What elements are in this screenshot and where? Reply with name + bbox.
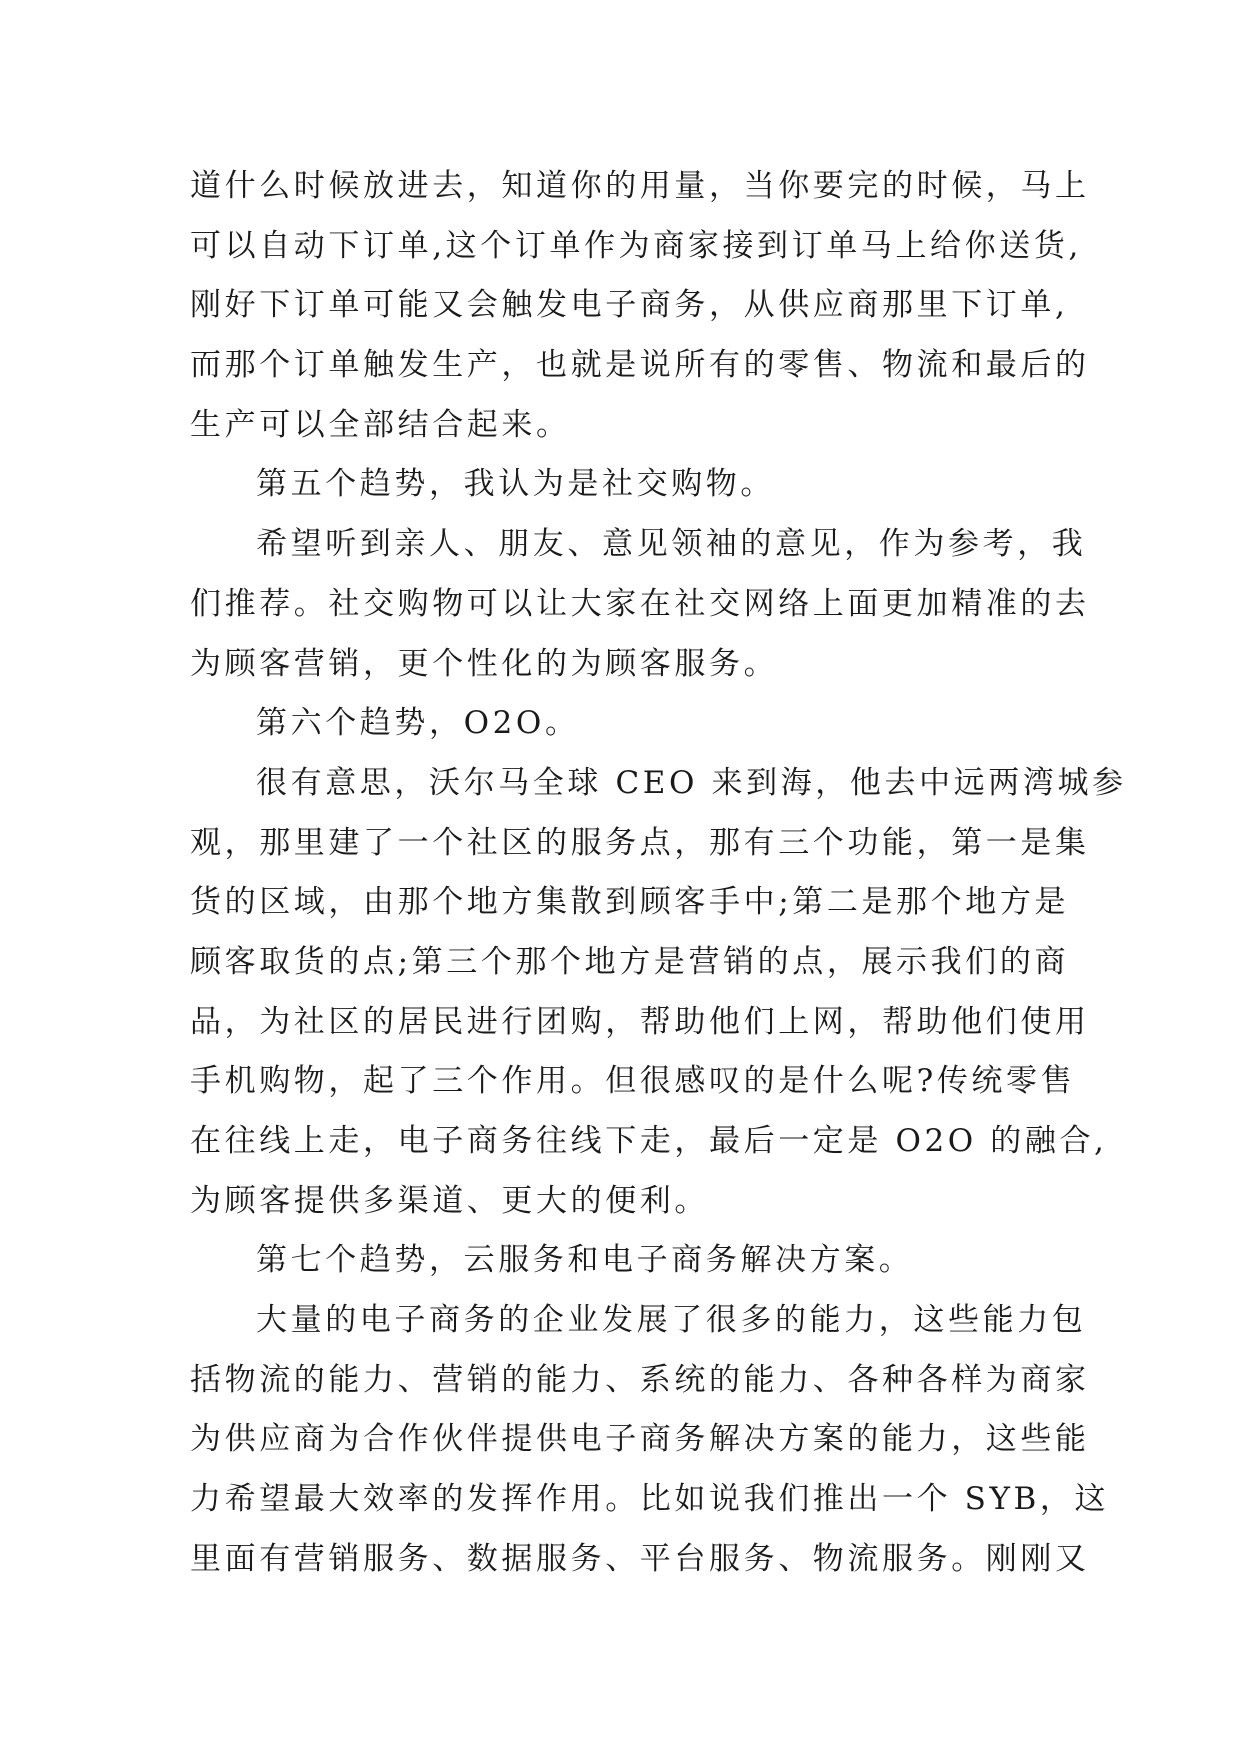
text-line: 们推荐。社交购物可以让大家在社交网络上面更加精准的去	[190, 585, 1090, 622]
document-body	[190, 157, 1127, 1590]
text-line: 为顾客营销，更个性化的为顾客服务。	[190, 645, 779, 682]
text-line: 道什么时候放进去，知道你的用量，当你要完的时候，马上	[190, 168, 1090, 204]
section-heading: 第七个趋势，云服务和电子商务解决方案。	[256, 1242, 914, 1279]
text-line: 观，那里建了一个社区的服务点，那有三个功能，第一是集	[190, 824, 1090, 861]
text-line: 货的区域，由那个地方集散到顾客手中;第二是那个地方是	[190, 884, 1070, 921]
text-line: 为供应商为合作伙伴提供电子商务解决方案的能力，这些能	[190, 1421, 1090, 1458]
text-line: 括物流的能力、营销的能力、系统的能力、各种各样为商家	[190, 1361, 1090, 1398]
text-line: 生产可以全部结合起来。	[190, 406, 571, 443]
text-line: 为顾客提供多渠道、更大的便利。	[190, 1182, 709, 1219]
section-heading: 第五个趋势，我认为是社交购物。	[256, 466, 775, 503]
text-line: 可以自动下订单,这个订单作为商家接到订单马上给你送货,	[190, 227, 1082, 264]
text-line: 而那个订单触发生产，也就是说所有的零售、物流和最后的	[190, 347, 1090, 384]
text-line: 里面有营销服务、数据服务、平台服务、物流服务。刚刚又	[190, 1540, 1090, 1577]
text-line: 在往线上走，电子商务往线下走，最后一定是 O2O 的融合,	[190, 1123, 1108, 1159]
text-line: 品，为社区的居民进行团购，帮助他们上网，帮助他们使用	[190, 1003, 1090, 1040]
section-heading: 第六个趋势，O2O。	[256, 705, 580, 742]
text-line: 刚好下订单可能又会触发电子商务，从供应商那里下订单,	[190, 287, 1069, 324]
paragraph-start: 很有意思，沃尔马全球 CEO 来到海，他去中远两湾城参	[256, 764, 1127, 801]
text-line: 手机购物，起了三个作用。但很感叹的是什么呢?传统零售	[190, 1063, 1076, 1100]
text-line: 力希望最大效率的发挥作用。比如说我们推出一个 SYB，这	[190, 1481, 1110, 1518]
text-line: 顾客取货的点;第三个那个地方是营销的点，展示我们的商	[190, 943, 1070, 980]
paragraph-start: 希望听到亲人、朋友、意见领袖的意见，作为参考，我	[256, 526, 1087, 563]
paragraph-start: 大量的电子商务的企业发展了很多的能力，这些能力包	[256, 1302, 1087, 1339]
